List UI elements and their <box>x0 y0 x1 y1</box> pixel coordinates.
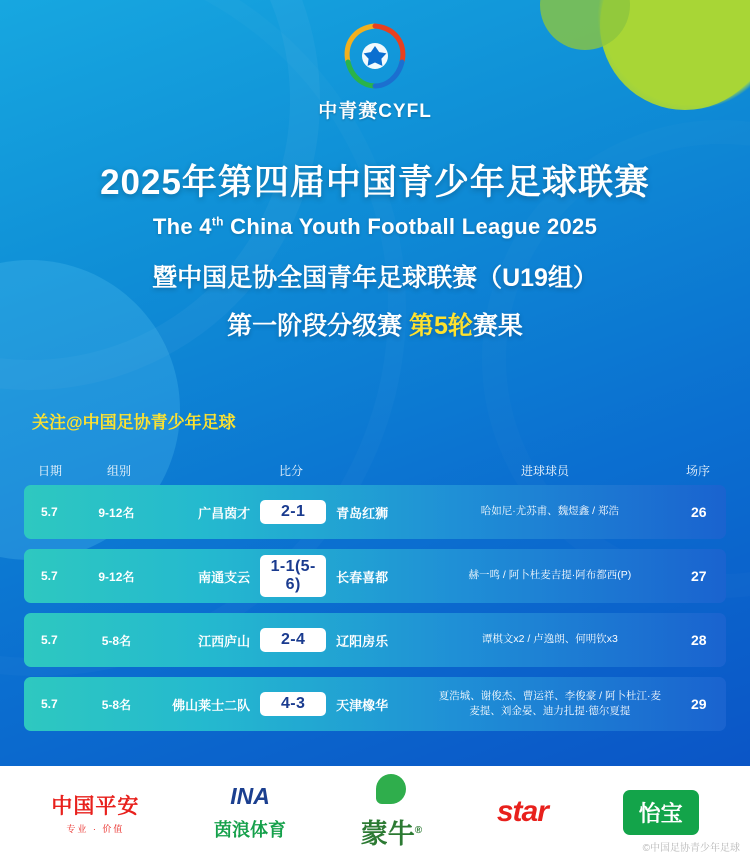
sponsor-bar <box>0 766 750 858</box>
sponsor-star <box>497 795 548 829</box>
sponsor-yibao-name: 怡宝 <box>638 800 683 826</box>
cell-match <box>158 500 428 524</box>
cell-order: 29 <box>690 696 707 712</box>
cell-scorers: 哈如尼·尤苏甫、魏煜鑫 / 郑浩 <box>480 505 619 518</box>
cell-group: 9-12名 <box>98 505 135 520</box>
cell-date: 5.7 <box>40 633 58 647</box>
page-title-en <box>0 214 750 240</box>
header-scorers: 进球球员 <box>520 463 569 478</box>
cell-group: 9-12名 <box>98 569 135 584</box>
logo-block <box>0 18 750 123</box>
cell-group: 5-8名 <box>101 633 132 648</box>
cell-order: 26 <box>690 504 707 520</box>
score-badge: 2-4 <box>260 628 326 652</box>
table-row <box>24 549 726 603</box>
sponsor-star-name: star <box>496 795 548 828</box>
score-badge: 1-1(5-6) <box>260 555 326 597</box>
score-badge: 2-1 <box>260 500 326 524</box>
cell-order: 27 <box>690 568 707 584</box>
cell-match <box>158 692 428 716</box>
score-badge: 4-3 <box>260 692 326 716</box>
leaf-icon <box>376 774 406 804</box>
away-team: 长春喜都 <box>336 569 389 585</box>
sponsor-inia-name: 茵浪体育 <box>214 819 287 840</box>
watermark: ©中国足协青少年足球 <box>642 843 740 854</box>
table-row <box>24 677 726 731</box>
cell-match <box>158 628 428 652</box>
page-title: 2025年第四届中国青少年足球联赛 <box>100 163 650 202</box>
cell-order: 28 <box>690 632 707 648</box>
subtitle-line-1: 暨中国足协全国青年足球联赛（U19组） <box>152 264 598 292</box>
title-en-prefix: The 4 <box>152 214 212 239</box>
follow-handle: 关注@中国足协青少年足球 <box>32 413 236 432</box>
subtitle-suffix: 赛果 <box>472 312 523 340</box>
subtitle-line-2 <box>0 306 750 342</box>
away-team: 青岛红狮 <box>336 505 389 521</box>
header-group: 组别 <box>106 463 131 478</box>
cell-scorers: 赫一鸣 / 阿卜杜麦吉提·阿布都西(P) <box>468 569 632 582</box>
sponsor-inia-mark: INA <box>230 782 270 809</box>
cyfl-logo-icon <box>332 18 418 92</box>
round-highlight: 第5轮 <box>409 312 473 340</box>
sponsor-mengniu <box>361 774 422 851</box>
home-team: 广昌茵才 <box>198 505 251 521</box>
headline-block <box>0 155 750 342</box>
results-table <box>24 455 726 741</box>
sponsor-pingan <box>51 790 139 835</box>
cell-date: 5.7 <box>40 505 58 519</box>
header-score: 比分 <box>278 463 303 478</box>
sponsor-mengniu-name: 蒙牛® <box>360 818 423 849</box>
cell-match <box>158 555 428 597</box>
table-row <box>24 613 726 667</box>
sponsor-inia <box>214 783 286 842</box>
subtitle-prefix: 第一阶段分级赛 <box>227 312 410 340</box>
cell-date: 5.7 <box>40 569 58 583</box>
home-team: 江西庐山 <box>198 633 251 649</box>
table-row <box>24 485 726 539</box>
sponsor-pingan-name: 中国平安 <box>51 794 140 818</box>
table-header <box>24 455 726 485</box>
title-en-rest: China Youth Football League 2025 <box>223 214 598 239</box>
away-team: 辽阳房乐 <box>336 633 389 649</box>
sponsor-pingan-tagline: 专业 · 价值 <box>66 823 125 834</box>
away-team: 天津橡华 <box>336 697 389 713</box>
cell-date: 5.7 <box>40 697 58 711</box>
logo-text: 中青赛CYFL <box>318 101 432 122</box>
cell-scorers: 谭棋文x2 / 卢逸朗、何明钦x3 <box>481 633 618 646</box>
home-team: 南通支云 <box>198 569 251 585</box>
sponsor-yibao <box>623 790 699 835</box>
cell-scorers: 夏浩城、谢俊杰、曹运祥、李俊豪 / 阿卜杜江·麦麦提、刘金晏、迪力扎提·德尔夏提 <box>438 689 661 717</box>
header-order: 场序 <box>685 463 710 478</box>
header-date: 日期 <box>37 463 62 478</box>
home-team: 佛山莱士二队 <box>172 697 251 713</box>
cell-group: 5-8名 <box>101 697 132 712</box>
title-en-ordinal: th <box>211 214 224 229</box>
